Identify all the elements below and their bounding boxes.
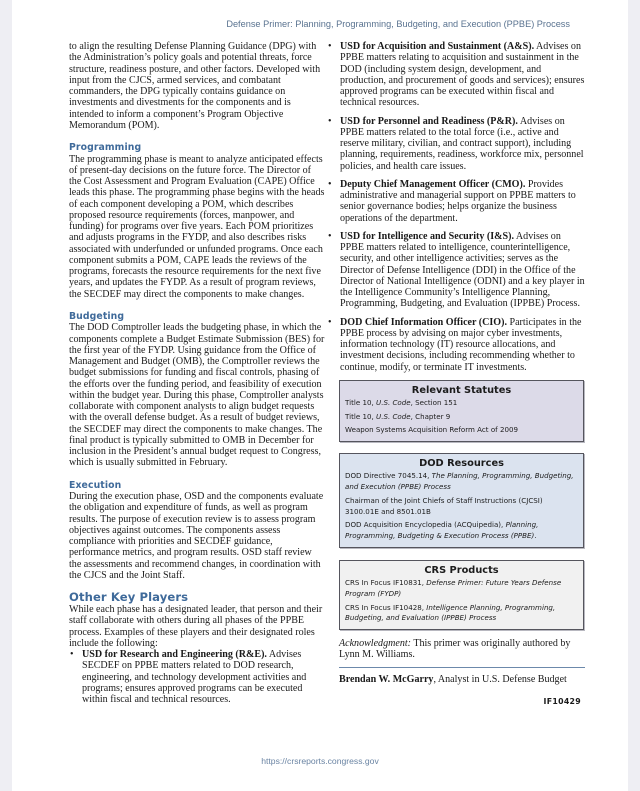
relevant-statutes-box (339, 380, 584, 442)
key-players-list (69, 649, 325, 705)
player-name: USD for Personnel and Readiness (P&R). (340, 115, 518, 127)
acknowledgment-text: This primer was originally authored by Lynn M. Williams. (339, 638, 571, 661)
section-body: During the execution phase, OSD and the components evaluate the obligation and expenditure of funds, as well as program results. The purpose of execution review is to assess program objectives against outcomes. The components assess compliance with priorities and SECDEF guidance, performance metrics, and program results. OSD staff review the assessments and recommend changes, in coordination with the CJCS and the Joint Staff. (69, 491, 324, 581)
resource-entry (345, 496, 578, 518)
section-heading: Execution (69, 479, 122, 491)
product-number: IF10429 (543, 696, 581, 706)
author-title: , Analyst in U.S. Defense Budget (433, 673, 567, 685)
entry-italic: Planning, Programming, Budgeting & Execution Process (PPBE) (345, 520, 539, 541)
section-body: The DOD Comptroller leads the budgeting phase, in which the components complete a Budget Estimate Submission (BES) for the first year of the FYDP. Using guidance from the Office of Management and Budget (OMB), the Comptroller reviews the budget submissions for funding and fiscal controls, phasing of the efforts over the funding period, and feasibility of execution within the budget year. During this phase, Comptroller analysts collaborate with component analysts to align budget requests with the overall defense budget. As a result of budget reviews, the SECDEF may direct the components to make changes. The final product is typically submitted to OMB in December for inclusion in the President’s annual budget request to Congress, which is usually submitted in February. (69, 322, 325, 469)
section-body: The programming phase is meant to analyze anticipated effects of present-day decisions on the future force. The Director of the Cost Assessment and Program Evaluation (CAPE) Office leads this phase. The programming phase begins with the heads of each component developing a POM, which describes proposed resource requirements (forces, manpower, and funding) for programs over five years. Each POM prioritizes and adjusts programs in the FYDP, and also describes risks associated with underfunded or unfunded programs. Once each component submits a POM, CAPE leads the reviews of the programs, forecasts the resource requirements for the next five years, and updates the FYDP. As a result of program reviews, the SECDEF may direct the components to make changes. (69, 153, 325, 300)
author-line (339, 674, 585, 685)
list-item (327, 41, 585, 109)
player-description: Advises on PPBE matters relating to acquisition and sustainment in the DOD (including system design, development, and production, and procurement of goods and services); ensures approved programs can be executed within fiscal and technical resources. (340, 41, 585, 109)
bullet-icon: • (328, 230, 332, 242)
list-item (327, 116, 585, 172)
player-name: USD for Intelligence and Security (I&S). (340, 230, 514, 242)
entry-text: , Section 151 (410, 397, 458, 407)
product-entry (345, 578, 578, 600)
intro-paragraph: to align the resulting Defense Planning Guidance (DPG) with the Administration’s policy goals and potential threats, force structure, readiness posture, and other factors. Developed with input from the CJCS, armed services, and combatant commanders, the DPG typically contains guidance on investments and divestments for the components and is intended to inform a component’s Program Objective Memorandum (POM). (69, 41, 321, 131)
entry-text: , Chapter 9 (410, 411, 451, 421)
player-name: USD for Acquisition and Sustainment (A&S). (340, 41, 535, 52)
bullet-icon: • (328, 178, 332, 190)
acknowledgment-label: Acknowledgment: (339, 638, 411, 650)
player-description: Provides administrative and managerial support on PPBE matters to senior governance bodies; helps organize the business operations of the department. (340, 178, 576, 224)
dod-resources-box (339, 453, 584, 548)
box-title: CRS Products (424, 564, 499, 576)
key-players-list-continued (327, 41, 585, 373)
entry-italic: Defense Primer: Future Years Defense Program (FYDP) (345, 577, 562, 598)
author-name: Brendan W. McGarry (339, 673, 434, 685)
bullet-icon: • (70, 649, 74, 660)
statute-entry (345, 398, 578, 409)
entry-text: . (534, 531, 537, 541)
player-description: Advises on PPBE matters related to the total force (i.e., active and reserve military, civilian, and contract support), including planning, requirements, readiness, workforce mix, personnel policies, and health care issues. (340, 115, 584, 172)
entry-text: DOD Directive 7045.14, (345, 471, 432, 481)
player-name: DOD Chief Information Officer (CIO). (340, 316, 507, 328)
list-item (327, 231, 585, 310)
player-description: Advises on PPBE matters related to intelligence, counterintelligence, security, and other intelligence activities; serves as the Director of Defense Intelligence (DDI) in the Office of the Director of National Intelligence (ODNI) and a key player in the Intelligence Community’s Intelligence Planning, Programming, Budgeting, and Evaluation (IPPBE) Process. (340, 230, 585, 310)
acknowledgment (339, 638, 589, 661)
entry-text: CRS In Focus IF10831, (345, 577, 427, 587)
section-execution (69, 480, 325, 582)
entry-italic: U.S. Code (376, 397, 411, 407)
entry-text: CRS In Focus IF10428, (345, 602, 427, 612)
section-body: While each phase has a designated leader, that person and their staff collaborate with others during all phases of the PPBE process. Examples of these players and their designated roles include the following: (69, 604, 323, 649)
left-column (69, 41, 325, 712)
statute-entry (345, 412, 578, 423)
section-heading: Other Key Players (69, 590, 189, 604)
section-programming (69, 142, 325, 300)
list-item (327, 317, 585, 373)
right-column (327, 41, 585, 707)
section-budgeting (69, 311, 325, 469)
entry-italic: Intelligence Planning, Programming, Budgeting, and Evaluation (IPPBE) Process (345, 602, 556, 623)
resource-entry (345, 520, 578, 542)
statute-entry (345, 425, 578, 436)
footer-url-link[interactable]: https://crsreports.congress.gov (261, 756, 379, 766)
section-heading: Programming (69, 142, 142, 153)
bullet-icon: • (328, 115, 332, 127)
bullet-icon: • (328, 316, 332, 328)
entry-italic: U.S. Code (376, 411, 411, 421)
list-item (69, 649, 325, 705)
player-description: Advises SECDEF on PPBE matters related to DOD research, engineering, and technology development activities and programs; ensures approved programs can be executed within fiscal and technical resources. (82, 649, 307, 705)
entry-text: Weapon Systems Acquisition Reform Act of 2009 (345, 425, 518, 435)
running-header-title: Defense Primer: Planning, Programming, Budgeting, and Execution (PPBE) Process (226, 19, 570, 29)
section-other-key-players (69, 591, 325, 649)
bullet-icon: • (328, 41, 332, 52)
section-heading: Budgeting (69, 310, 125, 322)
player-name: USD for Research and Engineering (R&E). (82, 649, 267, 660)
product-entry (345, 603, 578, 625)
document-page (12, 0, 628, 791)
resource-entry (345, 471, 578, 493)
box-title: Relevant Statutes (411, 384, 512, 396)
entry-italic: The Planning, Programming, Budgeting, and Execution (PPBE) Process (345, 471, 574, 491)
box-title: DOD Resources (419, 458, 504, 470)
player-name: Deputy Chief Management Officer (CMO). (340, 178, 526, 190)
crs-products-box (339, 560, 584, 630)
entry-text: Title 10, (345, 411, 376, 421)
player-description: Participates in the PPBE process by advising on major cyber investments, information technology (IT) resource allocations, and investment decisions, including recommending whether to continue, modify, or terminate IT investments. (340, 316, 582, 373)
entry-text: DOD Acquisition Encyclopedia (ACQuipedia), (345, 520, 506, 530)
author-separator (339, 667, 585, 668)
list-item (327, 179, 585, 224)
entry-text: Chairman of the Joint Chiefs of Staff Instructions (CJCSI) 3100.01E and 8501.01B (345, 495, 543, 516)
entry-text: Title 10, (345, 397, 376, 407)
